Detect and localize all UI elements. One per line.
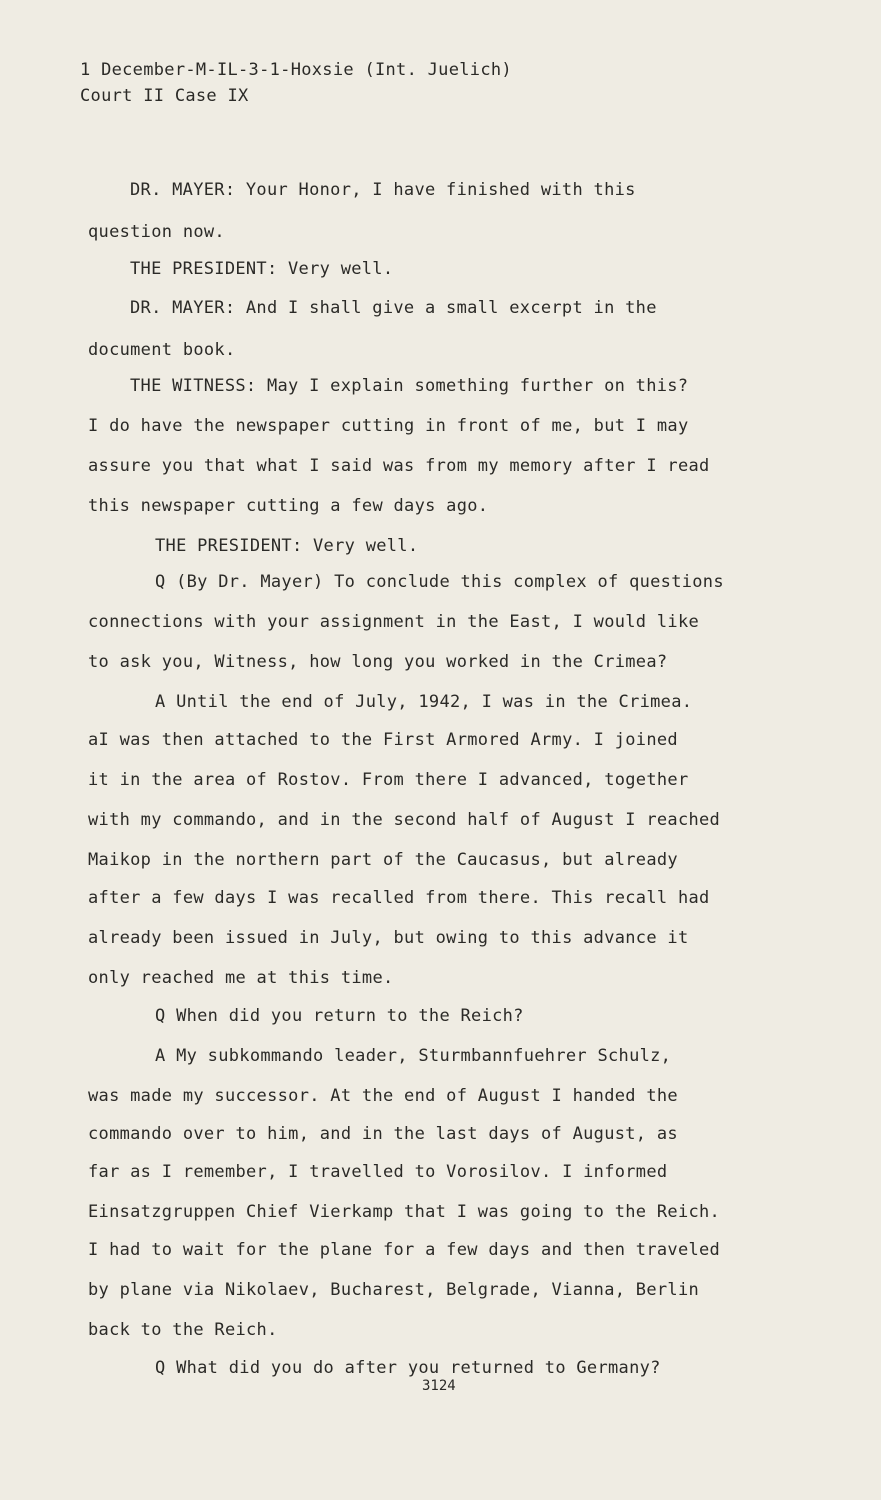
body-line: I had to wait for the plane for a few days and then traveled xyxy=(88,1240,721,1260)
body-line: A My subkommando leader, Sturmbannfuehrer Schulz, xyxy=(155,1046,672,1066)
body-line: only reached me at this time. xyxy=(88,968,394,988)
body-line: THE PRESIDENT: Very well. xyxy=(130,259,394,279)
body-line: this newspaper cutting a few days ago. xyxy=(88,496,489,516)
body-line: it in the area of Rostov. From there I advanced, together xyxy=(88,770,689,790)
body-line: Q When did you return to the Reich? xyxy=(155,1006,524,1026)
body-line: Maikop in the northern part of the Caucasus, but already xyxy=(88,850,678,870)
body-line: THE PRESIDENT: Very well. xyxy=(155,536,419,556)
body-line: document book. xyxy=(88,340,236,360)
body-line: THE WITNESS: May I explain something further on this? xyxy=(130,376,689,396)
body-line: DR. MAYER: Your Honor, I have finished with this xyxy=(130,180,636,200)
body-line: Q What did you do after you returned to Germany? xyxy=(155,1358,661,1378)
body-line: back to the Reich. xyxy=(88,1320,278,1340)
body-line: already been issued in July, but owing to this advance it xyxy=(88,928,689,948)
body-line: to ask you, Witness, how long you worked in the Crimea? xyxy=(88,652,668,672)
body-line: A Until the end of July, 1942, I was in the Crimea. xyxy=(155,692,693,712)
body-line: by plane via Nikolaev, Bucharest, Belgrade, Vianna, Berlin xyxy=(88,1280,700,1300)
header-line-1: 1 December-M-IL-3-1-Hoxsie (Int. Juelich) xyxy=(80,60,512,80)
body-line: was made my successor. At the end of August I handed the xyxy=(88,1086,678,1106)
body-line: far as I remember, I travelled to Vorosilov. I informed xyxy=(88,1162,668,1182)
page-number: 3124 xyxy=(422,1378,456,1394)
body-line: aI was then attached to the First Armored Army. I joined xyxy=(88,730,678,750)
body-line: assure you that what I said was from my memory after I read xyxy=(88,456,710,476)
body-line: commando over to him, and in the last days of August, as xyxy=(88,1124,678,1144)
header-line-2: Court II Case IX xyxy=(80,86,249,106)
body-line: with my commando, and in the second half of August I reached xyxy=(88,810,721,830)
body-line: after a few days I was recalled from there. This recall had xyxy=(88,888,710,908)
body-line: connections with your assignment in the East, I would like xyxy=(88,612,700,632)
body-line: question now. xyxy=(88,222,225,242)
body-line: Q (By Dr. Mayer) To conclude this complex of questions xyxy=(155,572,724,592)
body-line: Einsatzgruppen Chief Vierkamp that I was going to the Reich. xyxy=(88,1202,721,1222)
body-line: DR. MAYER: And I shall give a small excerpt in the xyxy=(130,298,657,318)
body-line: I do have the newspaper cutting in front of me, but I may xyxy=(88,416,689,436)
